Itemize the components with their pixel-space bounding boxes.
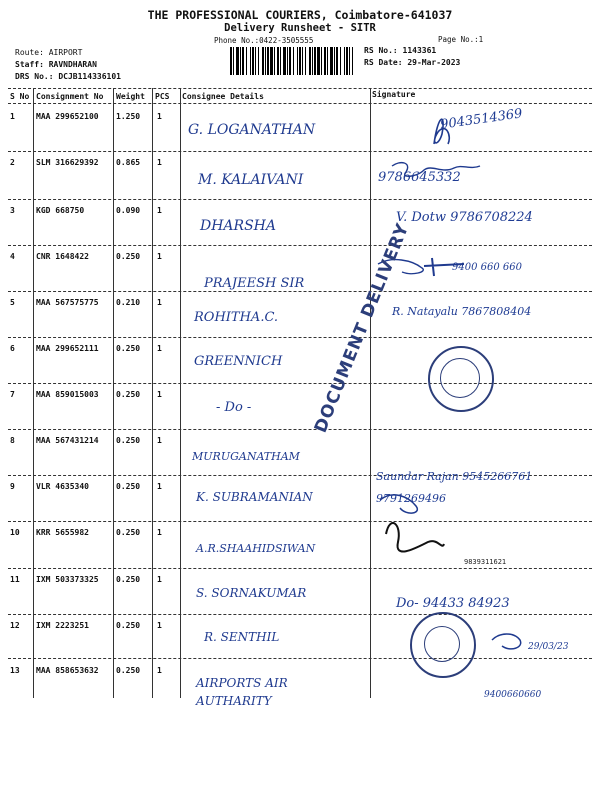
barcode-bar bbox=[255, 47, 256, 75]
signature-scribble bbox=[380, 495, 417, 513]
rs-number: RS No.: 1143361 bbox=[364, 46, 437, 55]
row-weight: 0.250 bbox=[116, 344, 141, 353]
row-weight: 0.250 bbox=[116, 621, 141, 630]
row-pcs: 1 bbox=[157, 298, 162, 307]
signature-scribble bbox=[434, 119, 449, 144]
row-consignment: MAA 567575775 bbox=[36, 298, 99, 307]
row-weight: 0.090 bbox=[116, 206, 141, 215]
barcode-bar bbox=[317, 47, 320, 75]
row-consignment: KGD 668750 bbox=[36, 206, 85, 215]
row-consignee: R. SENTHIL bbox=[204, 630, 280, 644]
barcode-bar bbox=[336, 47, 338, 75]
barcode-bar bbox=[346, 47, 348, 75]
row-weight: 0.210 bbox=[116, 298, 141, 307]
barcode-bar bbox=[297, 47, 298, 75]
signature-scribble bbox=[492, 634, 521, 649]
col-divider bbox=[370, 88, 371, 698]
row-sno: 9 bbox=[10, 482, 15, 491]
barcode-bar bbox=[233, 47, 234, 75]
barcode-bar bbox=[265, 47, 266, 75]
barcode-bar bbox=[314, 47, 316, 75]
row-consignee: G. LOGANATHAN bbox=[188, 122, 316, 138]
row-consignee: GREENNICH bbox=[194, 354, 283, 369]
row-sno: 3 bbox=[10, 206, 15, 215]
barcode-bar bbox=[287, 47, 288, 75]
col-consignee: Consignee Details bbox=[182, 92, 264, 101]
header-top-rule bbox=[8, 88, 592, 89]
document-delivery-stamp: DOCUMENT DELIVERY bbox=[310, 220, 414, 436]
row-consignee: A.R.SHAAHIDSIWAN bbox=[196, 542, 316, 555]
row-signature: Do- 94433 84923 bbox=[396, 596, 510, 611]
barcode-bar bbox=[280, 47, 281, 75]
row-consignment: MAA 567431214 bbox=[36, 436, 99, 445]
row-sno: 8 bbox=[10, 436, 15, 445]
row-signature: 9839311621 bbox=[464, 558, 507, 566]
round-seal-inner bbox=[440, 358, 480, 398]
col-weight: Weight bbox=[116, 92, 145, 101]
row-pcs: 1 bbox=[157, 482, 162, 491]
row-consignment: IXM 2223251 bbox=[36, 621, 89, 630]
col-signature: Signature bbox=[372, 90, 416, 99]
barcode-bar bbox=[242, 47, 244, 75]
quarantine-seal-inner bbox=[424, 626, 460, 662]
row-pcs: 1 bbox=[157, 666, 162, 675]
barcode-bar bbox=[309, 47, 311, 75]
row-consignment: KRR 5655982 bbox=[36, 528, 89, 537]
barcode-bar bbox=[349, 47, 350, 75]
row-sno: 10 bbox=[10, 528, 20, 537]
row-pcs: 1 bbox=[157, 206, 162, 215]
signature-scribble bbox=[424, 258, 464, 276]
barcode-bar bbox=[302, 47, 303, 75]
row-consignment: MAA 299652111 bbox=[36, 344, 99, 353]
col-sno: S No bbox=[10, 92, 30, 101]
barcode-bar bbox=[270, 47, 273, 75]
barcode-bar bbox=[289, 47, 291, 75]
barcode-bar bbox=[324, 47, 326, 75]
barcode-bar bbox=[352, 47, 353, 75]
row-pcs: 1 bbox=[157, 158, 162, 167]
route: Route: AIRPORT bbox=[15, 48, 83, 57]
barcode-bar bbox=[344, 47, 345, 75]
barcode-bar bbox=[230, 47, 232, 75]
signature-scribbles bbox=[372, 104, 600, 704]
barcode-bar bbox=[334, 47, 335, 75]
row-weight: 0.865 bbox=[116, 158, 141, 167]
row-consignee: ROHITHA.C. bbox=[194, 310, 279, 325]
barcode-bar bbox=[321, 47, 322, 75]
barcode-bar bbox=[240, 47, 241, 75]
staff: Staff: RAVNDHARAN bbox=[15, 60, 97, 69]
row-signature: 9400660660 bbox=[484, 690, 542, 700]
barcode-bar bbox=[283, 47, 286, 75]
barcode-bar bbox=[277, 47, 279, 75]
row-signature: 9043514369 bbox=[439, 106, 524, 133]
row-sno: 13 bbox=[10, 666, 20, 675]
row-consignee: M. KALAIVANI bbox=[198, 172, 304, 188]
row-sno: 12 bbox=[10, 621, 20, 630]
row-weight: 1.250 bbox=[116, 112, 141, 121]
row-signature: R. Natayalu 7867808404 bbox=[392, 305, 532, 318]
row-sno: 1 bbox=[10, 112, 15, 121]
row-consignee: K. SUBRAMANIAN bbox=[196, 490, 313, 504]
barcode-bar bbox=[299, 47, 301, 75]
row-pcs: 1 bbox=[157, 528, 162, 537]
row-sno: 4 bbox=[10, 252, 15, 261]
barcode-bar bbox=[258, 47, 259, 75]
signature-scribble bbox=[386, 523, 444, 552]
barcode-bar bbox=[250, 47, 251, 75]
signature-scribble bbox=[392, 163, 480, 177]
col-divider bbox=[180, 88, 181, 698]
row-signature: 29/03/23 bbox=[528, 642, 569, 652]
row-consignee: AIRPORTS AIR AUTHARITY bbox=[196, 676, 288, 708]
row-consignee: - Do - bbox=[216, 400, 252, 415]
barcode-bar bbox=[293, 47, 294, 75]
page-number: Page No.:1 bbox=[438, 35, 484, 44]
barcode-bar bbox=[312, 47, 313, 75]
rs-date: RS Date: 29-Mar-2023 bbox=[364, 58, 461, 67]
row-signature: 9786645332 bbox=[378, 170, 461, 185]
quarantine-seal-stamp bbox=[410, 612, 476, 678]
col-pcs: PCS bbox=[155, 92, 170, 101]
col-consignment: Consignment No bbox=[36, 92, 104, 101]
barcode-bar bbox=[246, 47, 247, 75]
row-weight: 0.250 bbox=[116, 666, 141, 675]
row-pcs: 1 bbox=[157, 436, 162, 445]
row-sno: 7 bbox=[10, 390, 15, 399]
row-pcs: 1 bbox=[157, 575, 162, 584]
barcode-bar bbox=[267, 47, 269, 75]
row-pcs: 1 bbox=[157, 252, 162, 261]
row-consignee: S. SORNAKUMAR bbox=[196, 586, 307, 600]
row-sno: 5 bbox=[10, 298, 15, 307]
row-consignment: MAA 859015003 bbox=[36, 390, 99, 399]
row-signature: Saundar Rajan 9545266761 9791269496 bbox=[376, 470, 533, 505]
barcode-bar bbox=[274, 47, 275, 75]
col-divider bbox=[152, 88, 153, 698]
col-divider bbox=[33, 88, 34, 698]
row-consignee: PRAJEESH SIR bbox=[204, 276, 305, 291]
row-consignment: SLM 316629392 bbox=[36, 158, 99, 167]
round-seal-stamp bbox=[428, 346, 494, 412]
row-weight: 0.250 bbox=[116, 575, 141, 584]
row-weight: 0.250 bbox=[116, 390, 141, 399]
barcode-bar bbox=[262, 47, 264, 75]
row-pcs: 1 bbox=[157, 344, 162, 353]
row-signature: 9400 660 660 bbox=[452, 262, 522, 273]
barcode bbox=[230, 47, 356, 75]
row-signature: V. Dotw 9786708224 bbox=[396, 210, 533, 225]
row-consignment: MAA 299652100 bbox=[36, 112, 99, 121]
row-weight: 0.250 bbox=[116, 252, 141, 261]
drs-number: DRS No.: DCJB114336101 bbox=[15, 72, 121, 81]
barcode-bar bbox=[252, 47, 254, 75]
row-consignment: IXM 503373325 bbox=[36, 575, 99, 584]
row-sno: 6 bbox=[10, 344, 15, 353]
row-consignee: MURUGANATHAM bbox=[192, 450, 300, 463]
barcode-bar bbox=[340, 47, 341, 75]
col-divider bbox=[113, 88, 114, 698]
row-consignment: CNR 1648422 bbox=[36, 252, 89, 261]
barcode-bar bbox=[330, 47, 333, 75]
row-pcs: 1 bbox=[157, 621, 162, 630]
row-pcs: 1 bbox=[157, 112, 162, 121]
barcode-bar bbox=[305, 47, 306, 75]
row-sno: 11 bbox=[10, 575, 20, 584]
barcode-bar bbox=[327, 47, 328, 75]
runsheet-title: Delivery Runsheet - SITR bbox=[224, 22, 376, 34]
row-consignment: MAA 858653632 bbox=[36, 666, 99, 675]
barcode-bar bbox=[236, 47, 239, 75]
row-pcs: 1 bbox=[157, 390, 162, 399]
row-weight: 0.250 bbox=[116, 528, 141, 537]
row-consignment: VLR 4635340 bbox=[36, 482, 89, 491]
row-weight: 0.250 bbox=[116, 436, 141, 445]
row-consignee: DHARSHA bbox=[200, 218, 276, 234]
row-sno: 2 bbox=[10, 158, 15, 167]
phone-number: Phone No.:0422-3505555 bbox=[214, 36, 314, 45]
row-weight: 0.250 bbox=[116, 482, 141, 491]
company-title: THE PROFESSIONAL COURIERS, Coimbatore-641037 bbox=[147, 8, 453, 22]
